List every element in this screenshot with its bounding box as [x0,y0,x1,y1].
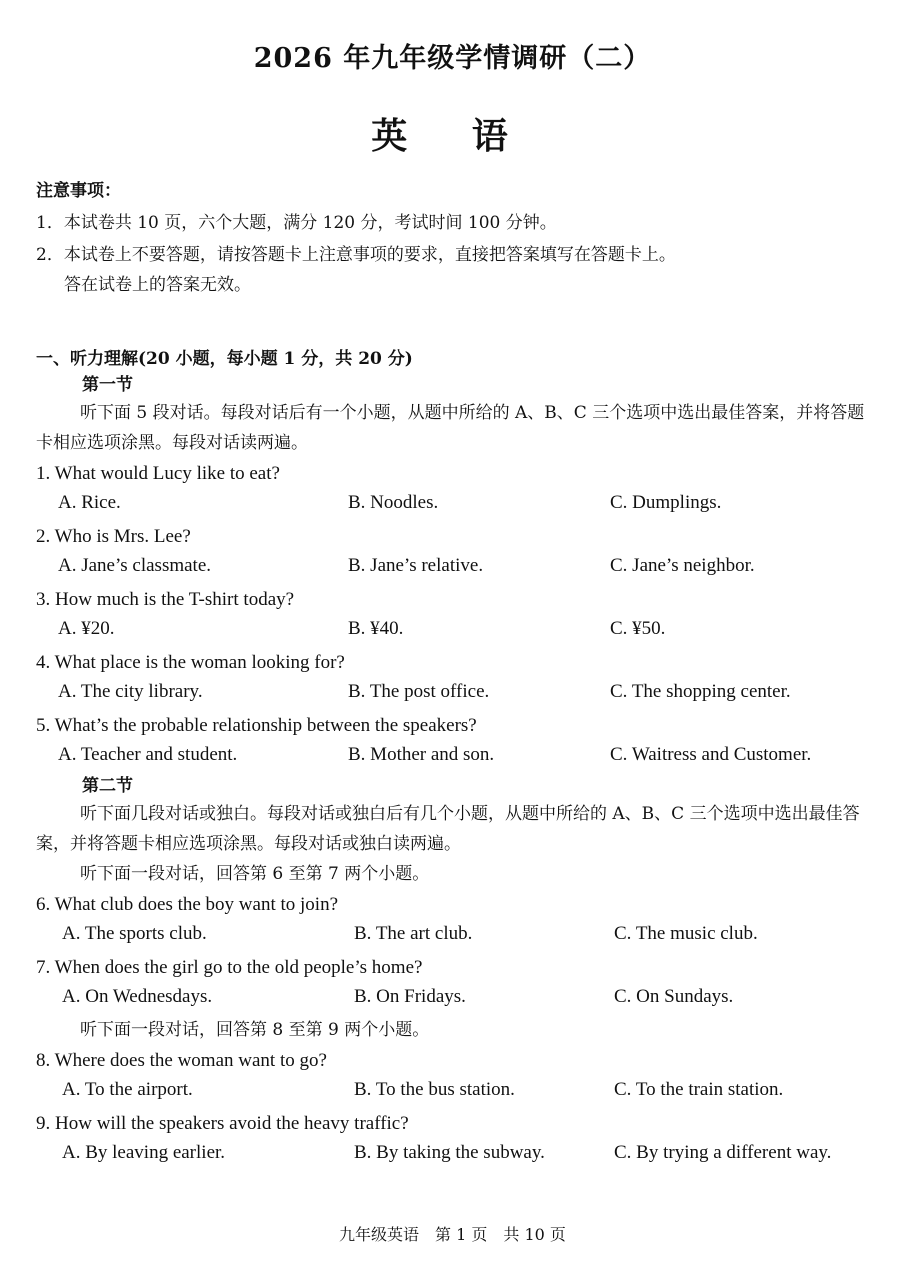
option-c: C. The music club. [614,923,758,944]
option-c: C. ¥50. [610,618,666,639]
option-row [36,741,876,773]
option-a: A. ¥20. [58,618,115,639]
option-b: B. The post office. [348,681,490,702]
question-9 [36,1108,876,1171]
question-text: 4. What place is the woman looking for? [36,652,345,673]
question-text: 7. When does the girl go to the old people’s home? [36,957,423,978]
option-b: B. Jane’s relative. [348,555,484,576]
question-1 [36,458,876,521]
question-3 [36,584,876,647]
option-row [36,615,876,647]
option-b: B. The art club. [354,923,473,944]
option-row [36,983,876,1015]
question-text: 1. What would Lucy like to eat? [36,463,280,484]
part2-instruction: 听下面几段对话或独白。每段对话或独白后有几个小题，从题中所给的 A、B、C 三个选项中选出最佳答案，并将答题卡相应选项涂黑。每段对话或独白读两遍。 [36,804,860,854]
notice-item-2 [36,244,876,296]
question-6 [36,889,876,952]
option-a: A. Teacher and student. [58,744,238,765]
option-a: A. The city library. [58,681,203,702]
option-row [36,1139,876,1171]
option-c: C. To the train station. [614,1079,784,1100]
question-4 [36,647,876,710]
question-text: 2. Who is Mrs. Lee? [36,526,191,547]
option-c: C. By trying a different way. [614,1142,832,1163]
subject-title: 英 语 [371,115,534,157]
option-a: A. On Wednesdays. [62,986,213,1007]
option-row [36,678,876,710]
option-a: A. Jane’s classmate. [58,555,212,576]
option-a: A. By leaving earlier. [62,1142,226,1163]
question-text: 6. What club does the boy want to join? [36,894,339,915]
part1-heading: 第一节 [82,375,133,395]
exam-title: 2026 年九年级学情调研（二） [253,43,652,74]
option-c: C. The shopping center. [610,681,791,702]
option-row [36,920,876,952]
question-7 [36,952,876,1015]
option-row [36,1076,876,1108]
question-text: 5. What’s the probable relationship between the speakers? [36,715,477,736]
question-2 [36,521,876,584]
option-b: B. ¥40. [348,618,404,639]
question-text: 8. Where does the woman want to go? [36,1050,327,1071]
question-5 [36,710,876,773]
section-heading: 一、听力理解(20 小题，每小题 1 分，共 20 分) [36,349,413,369]
group1-intro: 听下面一段对话，回答第 6 至第 7 两个小题。 [80,864,430,884]
option-b: B. On Fridays. [354,986,466,1007]
option-c: C. Dumplings. [610,492,722,513]
option-b: B. Mother and son. [348,744,495,765]
option-row [36,489,876,521]
option-c: C. Waitress and Customer. [610,744,812,765]
option-row [36,552,876,584]
option-b: B. By taking the subway. [354,1142,545,1163]
group2-intro: 听下面一段对话，回答第 8 至第 9 两个小题。 [80,1020,430,1040]
option-a: A. To the airport. [62,1079,193,1100]
part2-heading: 第二节 [82,776,133,796]
question-8 [36,1045,876,1108]
question-text: 3. How much is the T-shirt today? [36,589,295,610]
option-b: B. Noodles. [348,492,439,513]
notice-item-1: 1．本试卷共 10 页，六个大题，满分 120 分，考试时间 100 分钟。 [36,213,557,233]
notice-heading: 注意事项： [36,181,121,201]
notice-block [36,180,876,296]
part1-instruction: 听下面 5 段对话。每段对话后有一个小题，从题中所给的 A、B、C 三个选项中选出最佳答案，并将答题卡相应选项涂黑。每段对话读两遍。 [36,403,865,453]
option-b: B. To the bus station. [354,1079,515,1100]
notice-item-2-text: 2．本试卷上不要答题，请按答题卡上注意事项的要求，直接把答案填写在答题卡上。 [36,245,676,265]
section-listening [36,346,876,1171]
option-a: A. Rice. [58,492,121,513]
option-c: C. Jane’s neighbor. [610,555,755,576]
page-footer: 九年级英语 第 1 页 共 10 页 [339,1225,566,1244]
option-a: A. The sports club. [62,923,207,944]
question-text: 9. How will the speakers avoid the heavy traffic? [36,1113,409,1134]
notice-item-2-continued: 答在试卷上的答案无效。 [64,275,251,295]
option-c: C. On Sundays. [614,986,734,1007]
